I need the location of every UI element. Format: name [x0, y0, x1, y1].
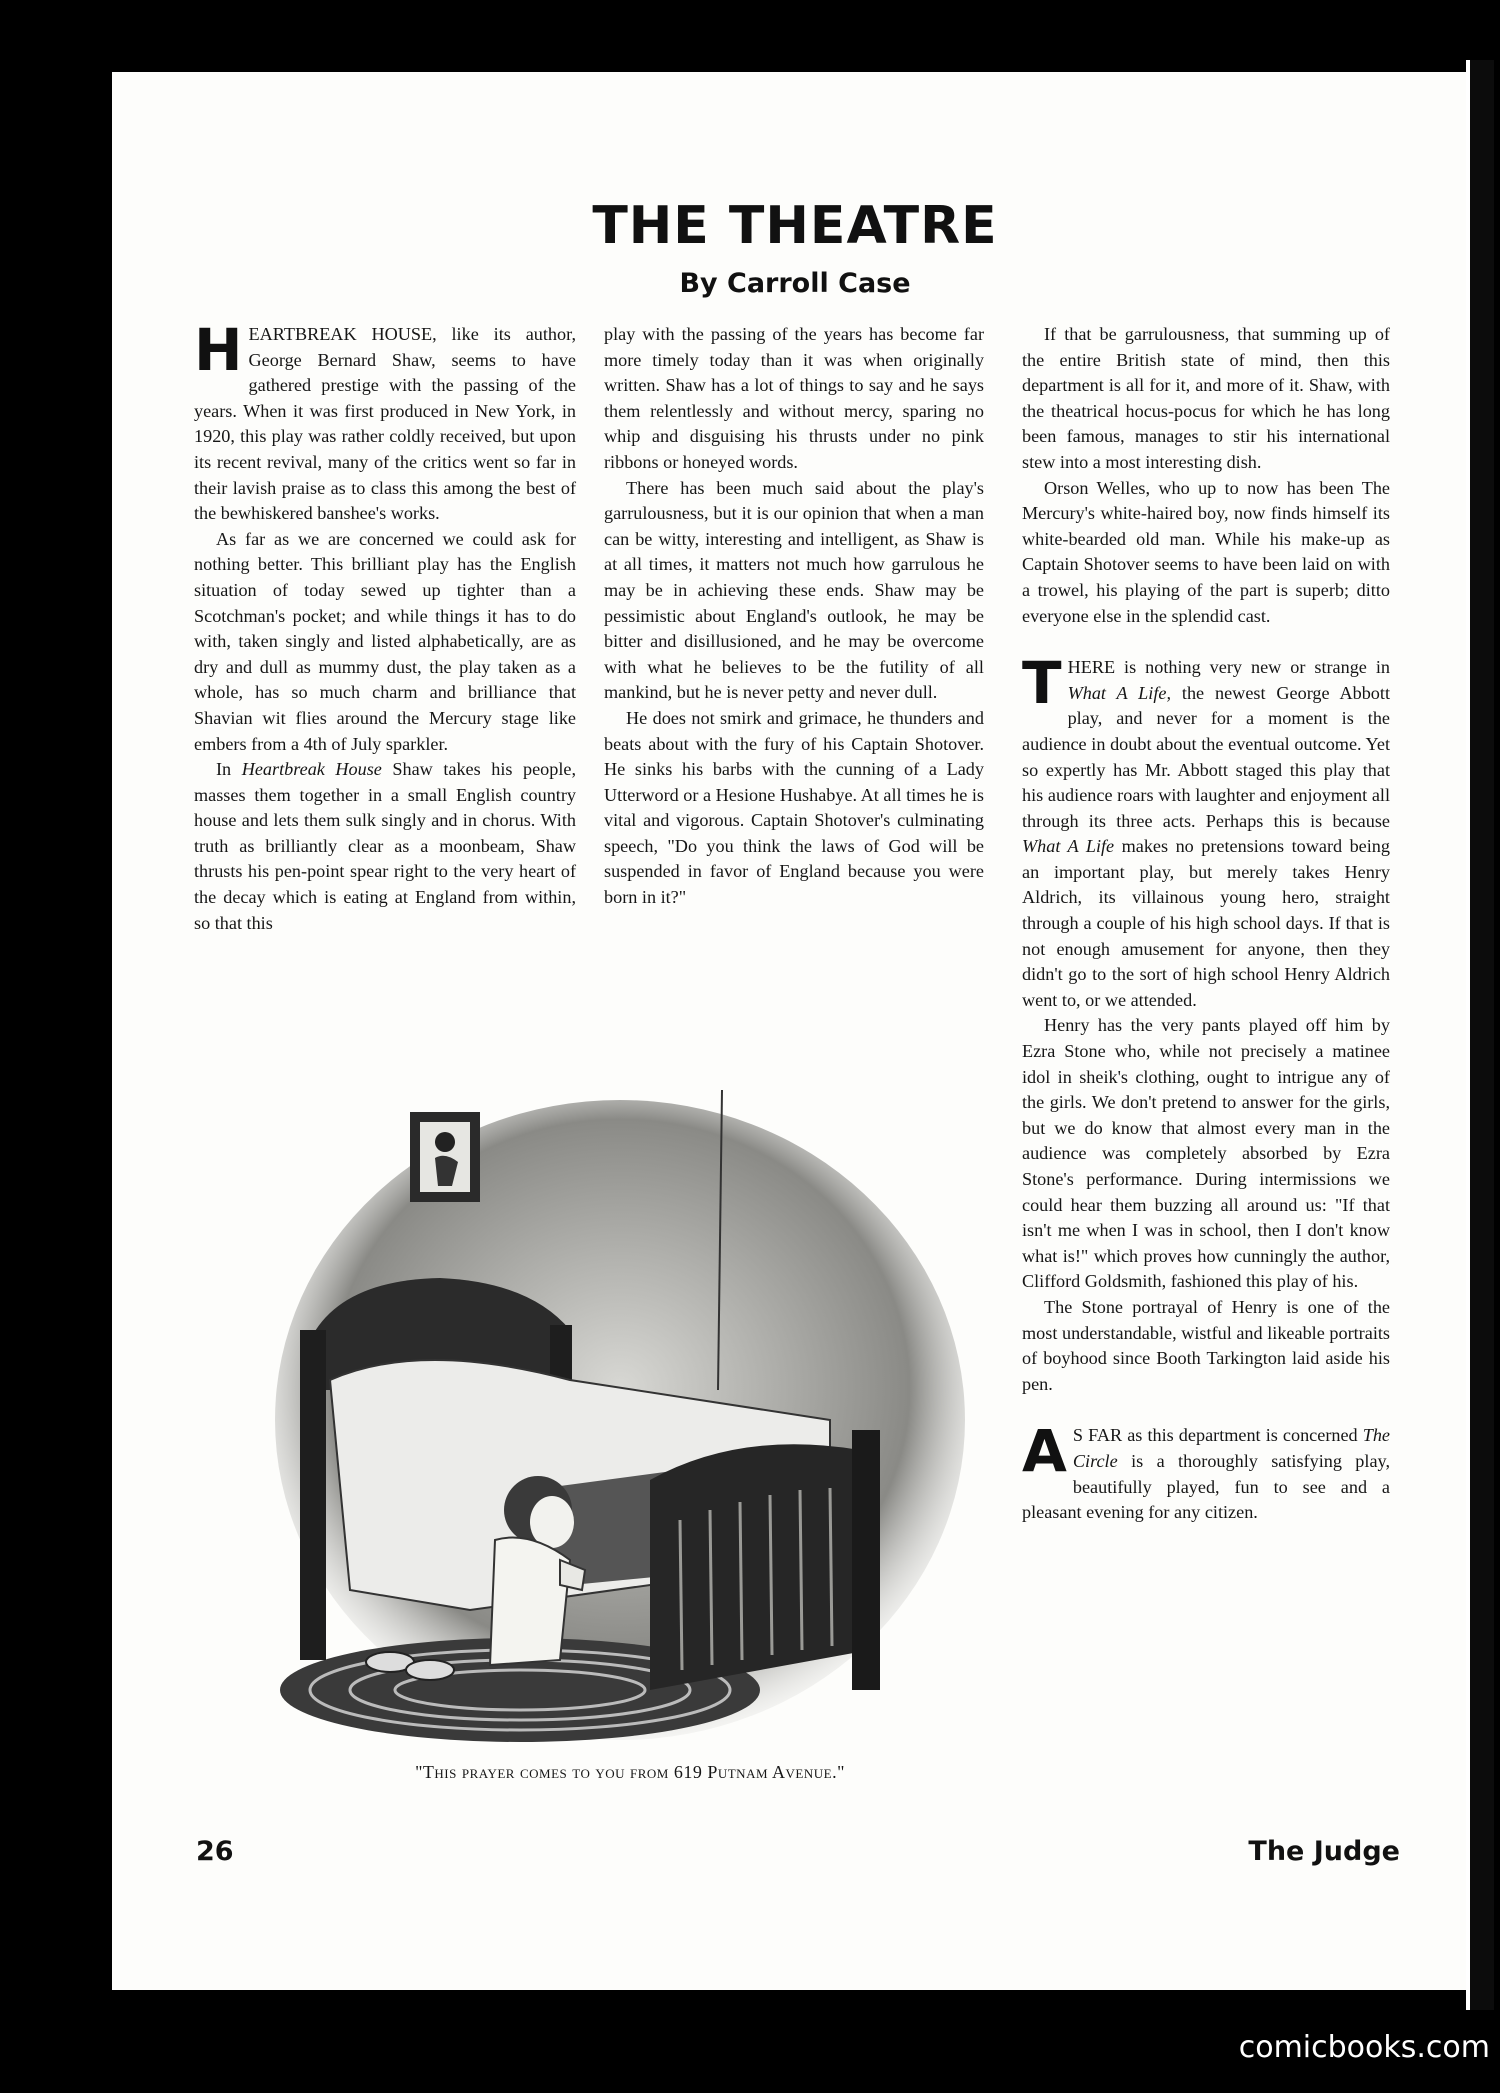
- paragraph: [1022, 1417, 1390, 1525]
- paragraph-text: In: [216, 759, 242, 780]
- article-column-3: [1022, 322, 1390, 1526]
- paragraph: [194, 757, 576, 936]
- paragraph: Henry has the very pants played off him by Ezra Stone who, while not precisely a matinee idol in sheik's clothing, ought to intrigue any of the girls. We don't pretend to answer for the girls, but we do know that almost every man in the audience was completely absorbed by Ezra Stone's performance. During intermissions we could hear them buzzing all around us: "If that isn't me when I was in school, then I don't know what is!" which proves how cunningly the author, Clifford Goldsmith, fashioned this play of his.: [1022, 1015, 1390, 1292]
- article-column-2: [604, 322, 984, 911]
- cartoon-boy-praying-at-bedside-icon: [270, 1090, 974, 1772]
- page-title: THE THEATRE: [592, 196, 998, 256]
- play-title: What A Life,: [1067, 682, 1172, 703]
- paragraph: [194, 316, 576, 527]
- paragraph-text: Shaw takes his people, masses them together in a small English country house and lets them sulk singly and in chorus. With truth as brilliantly clear as a moonbeam, Shaw thrusts his pen-point spear right to the very heart of the decay which is eating at England from within, so that this: [194, 759, 576, 933]
- watermark: comicbooks.com: [1238, 2030, 1490, 2065]
- page-edge: [1466, 60, 1494, 2010]
- paragraph: The Stone portrayal of Henry is one of the most understandable, wistful and likeable portraits of boyhood since Booth Tarkington laid aside his pen.: [1022, 1296, 1390, 1394]
- paragraph-text: is a thoroughly satisfying play, beautifully played, fun to see and a pleasant evening for any citizen.: [1022, 1450, 1390, 1523]
- drop-cap: A: [1022, 1417, 1067, 1486]
- paragraph: [1022, 649, 1390, 1013]
- paragraph-text: the newest George Abbott play, and never for a moment is the audience in doubt about the eventual outcome. Yet so expertly has Mr. Abbott staged this play that his audience roars with laughter and enjoyment all through its three acts. Perhaps this is because: [1022, 682, 1390, 831]
- page-number: 26: [196, 1836, 234, 1867]
- article-column-1: [194, 316, 576, 936]
- illustration-caption: "This prayer comes to you from 619 Putnam Avenue.": [415, 1762, 845, 1782]
- play-title: Heartbreak House: [241, 759, 382, 780]
- paragraph: He does not smirk and grimace, he thunders and beats about with the fury of his Captain Shotover. He sinks his barbs with the cunning of a Lady Utterword or a Hesione Hushabye. At all times he is vital and vigorous. Captain Shotover's culminating speech, "Do you think the laws of God will be suspended in favor of England because you were born in it?": [604, 707, 984, 908]
- drop-cap: T: [1022, 649, 1062, 718]
- play-title: What A Life: [1022, 836, 1115, 857]
- paragraph-text: S FAR as this department is concerned: [1072, 1425, 1363, 1446]
- paragraph-text: makes no pretensions toward being an important play, but merely takes Henry Aldrich, its villainous young hero, straight through a couple of his high school days. If that is not enough amusement for anyone, then they didn't go to the sort of high school Henry Aldrich went to, or we attended.: [1022, 836, 1390, 1010]
- drop-cap: H: [194, 316, 243, 384]
- paragraph: There has been much said about the play's garrulousness, but it is our opinion that when a man can be witty, interesting and intelligent, as Shaw is at all times, it matters not much how garrulous he may be in achieving these ends. Shaw may be pessimistic about England's outlook, he may be bitter and disillusioned, and he may be overcome with what he believes to be the futility of all mankind, but he is never petty and never dull.: [604, 477, 984, 703]
- paragraph: play with the passing of the years has become far more timely today than it was when originally written. Shaw has a lot of things to say and he says them relentlessly and without mercy, sparing no whip and disguising his thrusts under no pink ribbons or honeyed words.: [604, 324, 984, 472]
- paragraph: If that be garrulousness, that summing up of the entire British state of mind, then this department is all for it, and more of it. Shaw, with the theatrical hocus-pocus for which he has long been famous, manages to stir his international stew into a most interesting dish.: [1022, 324, 1390, 472]
- paragraph: As far as we are concerned we could ask for nothing better. This brilliant play has the English situation of today sewed up tighter than a Scotchman's pocket; and while things it has to do with, taken singly and listed alphabetically, are as dry and dull as mummy dust, the play taken as a whole, has so much charm and brilliance that Shavian wit flies around the Mercury stage like embers from a 4th of July sparkler.: [194, 528, 576, 754]
- paragraph: Orson Welles, who up to now has been The Mercury's white-haired boy, now finds himself its white-bearded old man. While his make-up as Captain Shotover seems to have been laid on with a trowel, his playing of the part is superb; ditto everyone else in the splendid cast.: [1022, 477, 1390, 626]
- byline: By Carroll Case: [679, 268, 911, 299]
- paragraph-text: HERE is nothing very new or strange in: [1067, 657, 1390, 678]
- publication-name: The Judge: [1248, 1836, 1400, 1867]
- paragraph-text: EARTBREAK HOUSE, like its author, George Bernard Shaw, seems to have gathered prestige with the passing of the years. When it was first produced in New York, in 1920, this play was rather coldly received, but upon its recent revival, many of the critics went so far in their lavish praise as to class this among the best of the bewhiskered banshee's works.: [194, 324, 576, 524]
- play-title: The Circle: [1072, 1425, 1390, 1471]
